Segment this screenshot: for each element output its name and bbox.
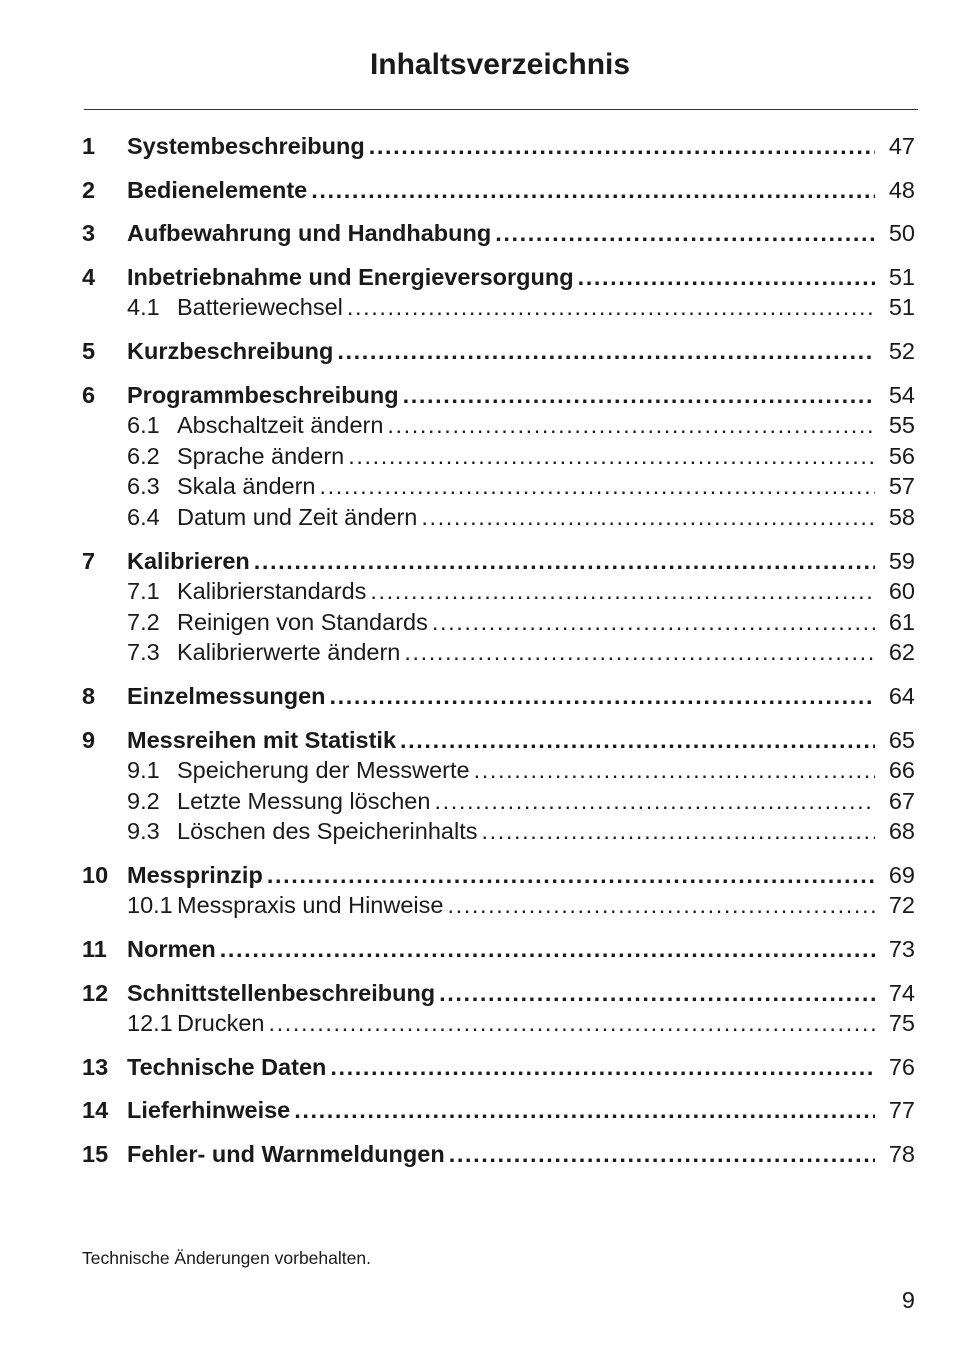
section-page: 68 <box>888 818 915 845</box>
chapter-title: Messreihen mit Statistik <box>127 726 397 753</box>
dot-leader <box>269 1008 875 1039</box>
section-page: 75 <box>888 1010 915 1037</box>
toc-chapter-row[interactable] <box>82 1052 915 1083</box>
section-number: 10.1 <box>127 892 173 919</box>
toc-section-row[interactable] <box>82 816 915 847</box>
dot-leader <box>404 637 875 668</box>
section-page: 56 <box>888 442 915 469</box>
chapter-page: 51 <box>888 263 915 290</box>
toc-chapter-row[interactable] <box>82 860 915 891</box>
chapter-number: 1 <box>82 133 96 159</box>
toc-section-row[interactable] <box>82 471 915 502</box>
section-number: 7.1 <box>127 578 160 605</box>
toc-section-row[interactable] <box>82 292 915 323</box>
chapter-number: 11 <box>82 936 107 963</box>
dot-leader <box>337 336 875 367</box>
title-divider <box>84 109 918 110</box>
toc-chapter-row[interactable] <box>82 380 915 411</box>
toc-chapter-row[interactable] <box>82 218 915 249</box>
chapter-number: 10 <box>82 861 109 888</box>
chapter-page: 59 <box>888 547 915 574</box>
section-page: 51 <box>888 294 915 321</box>
toc-entry <box>82 1052 915 1083</box>
section-title: Sprache ändern <box>177 442 345 469</box>
dot-leader <box>434 786 875 817</box>
toc-section-row[interactable] <box>82 410 915 441</box>
toc-chapter-row[interactable] <box>82 336 915 367</box>
chapter-number: 6 <box>82 381 96 408</box>
chapter-page: 69 <box>888 861 915 888</box>
section-title: Drucken <box>177 1010 265 1037</box>
toc-section-row[interactable] <box>82 786 915 817</box>
chapter-page: 78 <box>888 1141 915 1168</box>
section-page: 66 <box>888 757 915 784</box>
chapter-title: Bedienelemente <box>127 176 308 203</box>
section-title: Reinigen von Standards <box>177 608 428 635</box>
toc-entry <box>82 1139 915 1170</box>
toc-entry <box>82 1095 915 1126</box>
section-title: Skala ändern <box>177 473 316 500</box>
section-title: Abschaltzeit ändern <box>177 412 384 439</box>
toc-chapter-row[interactable] <box>82 978 915 1009</box>
dot-leader <box>449 1139 875 1170</box>
dot-leader <box>439 978 875 1009</box>
page-number: 9 <box>901 1287 915 1313</box>
dot-leader <box>347 292 875 323</box>
dot-leader <box>330 1052 875 1083</box>
chapter-title: Schnittstellenbeschreibung <box>127 979 436 1006</box>
toc-entry <box>82 934 915 965</box>
dot-leader <box>348 441 875 472</box>
dot-leader <box>220 934 875 965</box>
toc-section-row[interactable] <box>82 607 915 638</box>
chapter-number: 5 <box>82 337 96 364</box>
chapter-page: 65 <box>888 726 915 753</box>
section-title: Speicherung der Messwerte <box>177 757 470 784</box>
section-number: 6.4 <box>127 503 160 530</box>
chapter-number: 15 <box>82 1141 109 1168</box>
section-number: 12.1 <box>127 1010 173 1037</box>
toc-entry <box>82 336 915 367</box>
toc-entry <box>82 218 915 249</box>
section-number: 7.3 <box>127 639 160 666</box>
dot-leader <box>369 131 875 162</box>
dot-leader <box>432 607 875 638</box>
dot-leader <box>447 890 875 921</box>
chapter-title: Technische Daten <box>127 1053 327 1080</box>
dot-leader <box>320 471 876 502</box>
chapter-number: 4 <box>82 263 96 290</box>
section-number: 9.1 <box>127 757 160 784</box>
toc-chapter-row[interactable] <box>82 546 915 577</box>
chapter-number: 12 <box>82 979 109 1006</box>
toc-chapter-row[interactable] <box>82 262 915 293</box>
section-number: 7.2 <box>127 608 160 635</box>
section-number: 6.3 <box>127 473 160 500</box>
chapter-title: Inbetriebnahme und Energieversorgung <box>127 263 574 290</box>
dot-leader <box>400 725 875 756</box>
section-number: 6.2 <box>127 442 160 469</box>
section-page: 61 <box>888 608 915 635</box>
chapter-page: 74 <box>888 979 915 1006</box>
toc-entry <box>82 860 915 921</box>
toc-chapter-row[interactable] <box>82 175 915 206</box>
dot-leader <box>267 860 875 891</box>
toc-chapter-row[interactable] <box>82 725 915 756</box>
section-title: Messpraxis und Hinweise <box>177 892 444 919</box>
chapter-title: Messprinzip <box>127 861 263 888</box>
section-page: 55 <box>888 412 915 439</box>
chapter-number: 9 <box>82 726 96 753</box>
toc-chapter-row[interactable] <box>82 1095 915 1126</box>
chapter-page: 47 <box>888 133 915 159</box>
toc-chapter-row[interactable] <box>82 934 915 965</box>
section-title: Letzte Messung löschen <box>177 787 431 814</box>
toc-section-row[interactable] <box>82 637 915 668</box>
section-page: 60 <box>888 578 915 605</box>
section-page: 72 <box>888 892 915 919</box>
toc-entry <box>82 546 915 668</box>
chapter-page: 73 <box>888 936 915 963</box>
section-number: 4.1 <box>127 294 160 321</box>
section-page: 58 <box>888 503 915 530</box>
chapter-title: Normen <box>127 936 216 963</box>
toc-section-row[interactable] <box>82 441 915 472</box>
section-number: 6.1 <box>127 412 160 439</box>
table-of-contents <box>82 131 915 1170</box>
dot-leader <box>495 218 875 249</box>
dot-leader <box>387 410 875 441</box>
toc-chapter-row[interactable] <box>82 131 915 162</box>
chapter-title: Systembeschreibung <box>127 133 365 159</box>
section-page: 57 <box>888 473 915 500</box>
section-page: 62 <box>888 639 915 666</box>
toc-section-row[interactable] <box>82 1008 915 1039</box>
dot-leader <box>481 816 875 847</box>
toc-entry <box>82 725 915 847</box>
section-title: Löschen des Speicherinhalts <box>177 818 478 845</box>
chapter-title: Kurzbeschreibung <box>127 337 334 364</box>
section-page: 67 <box>888 787 915 814</box>
section-title: Kalibrierstandards <box>177 578 367 605</box>
chapter-title: Einzelmessungen <box>127 682 326 709</box>
chapter-page: 48 <box>888 176 915 203</box>
toc-entry <box>82 262 915 323</box>
chapter-title: Programmbeschreibung <box>127 381 399 408</box>
chapter-page: 77 <box>888 1097 915 1124</box>
section-title: Datum und Zeit ändern <box>177 503 418 530</box>
chapter-number: 14 <box>82 1097 109 1124</box>
chapter-number: 8 <box>82 682 96 709</box>
dot-leader <box>254 546 875 577</box>
toc-entry <box>82 175 915 206</box>
section-title: Batteriewechsel <box>177 294 343 321</box>
section-number: 9.2 <box>127 787 160 814</box>
chapter-number: 3 <box>82 220 96 247</box>
footnote: Technische Änderungen vorbehalten. <box>82 1248 371 1268</box>
toc-chapter-row[interactable] <box>82 1139 915 1170</box>
toc-section-row[interactable] <box>82 890 915 921</box>
dot-leader <box>311 175 875 206</box>
toc-section-row[interactable] <box>82 502 915 533</box>
section-title: Kalibrierwerte ändern <box>177 639 401 666</box>
dot-leader <box>403 380 875 411</box>
chapter-page: 76 <box>888 1053 915 1080</box>
page-title: Inhaltsverzeichnis <box>369 48 631 81</box>
dot-leader <box>330 681 876 712</box>
dot-leader <box>474 755 875 786</box>
chapter-number: 13 <box>82 1053 109 1080</box>
toc-entry <box>82 681 915 712</box>
toc-section-row[interactable] <box>82 576 915 607</box>
chapter-page: 52 <box>888 337 915 364</box>
chapter-number: 2 <box>82 176 96 203</box>
chapter-page: 50 <box>888 220 915 247</box>
chapter-title: Aufbewahrung und Handhabung <box>127 220 492 247</box>
chapter-title: Fehler- und Warnmeldungen <box>127 1141 445 1168</box>
dot-leader <box>294 1095 875 1126</box>
toc-section-row[interactable] <box>82 755 915 786</box>
chapter-number: 7 <box>82 547 96 574</box>
toc-chapter-row[interactable] <box>82 681 915 712</box>
dot-leader <box>370 576 875 607</box>
toc-entry <box>82 978 915 1039</box>
toc-entry <box>82 131 915 162</box>
dot-leader <box>578 262 875 293</box>
dot-leader <box>421 502 875 533</box>
chapter-title: Lieferhinweise <box>127 1097 291 1124</box>
chapter-title: Kalibrieren <box>127 547 250 574</box>
section-number: 9.3 <box>127 818 160 845</box>
toc-entry <box>82 380 915 533</box>
chapter-page: 64 <box>888 682 915 709</box>
chapter-page: 54 <box>888 381 915 408</box>
